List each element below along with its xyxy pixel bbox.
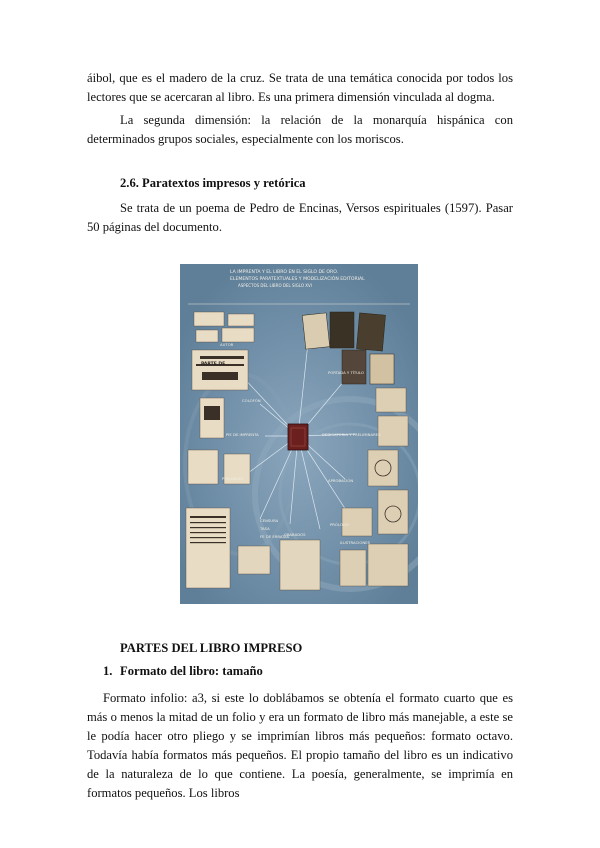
poster-label-tasa: TASA (260, 526, 270, 531)
poster-label-portada: PORTADA Y TÍTULO (328, 370, 364, 375)
paragraph-segunda-dimension: La segunda dimensión: la relación de la monarquía hispánica con determinados grupos sociales, especialmente con los moriscos. (87, 113, 513, 146)
poster-label-erratas: FE DE ERRATAS (260, 534, 290, 539)
parts-heading: PARTES DEL LIBRO IMPRESO (120, 641, 303, 655)
poster-label-colofon: COLOFÓN (242, 398, 261, 403)
poster-parte-label: PARTE DE (201, 362, 226, 367)
poster-title-line-3: ASPECTOS DEL LIBRO DEL SIGLO XVI (238, 283, 312, 288)
item-heading: Formato del libro: tamaño (120, 664, 263, 678)
section-heading: 2.6. Paratextos impresos y retórica (120, 176, 306, 190)
poster-label-censura: CENSURA (260, 518, 279, 523)
poster-label-prologo: PRÓLOGO (330, 522, 349, 527)
paragraph-formato: Formato infolio: a3, si este lo doblábamos se obtenía el formato cuarto que es más o menos la mitad de un folio y era un formato de libro más manejable, a este se le podía hacer otro pliego y se imprimían libros más pequeños: formato octavo. Todavía había formatos más pequeños. El propio tamaño del libro es un indicativo de la naturaleza de lo que contiene. La poesía, generalmente, se imprimía en formatos pequeños. Los libros (87, 691, 513, 800)
poster-label-dedicatoria: DEDICATORIA Y PRELIMINARES (322, 432, 381, 437)
paratext-poster-image (180, 264, 418, 604)
poster-label-privilegio: PRIVILEGIO (222, 476, 244, 481)
poster-label-aprobacion: APROBACIÓN (328, 478, 354, 483)
item-number: 1. (103, 664, 113, 678)
poster-label-ilustraciones: ILUSTRACIONES (340, 540, 370, 545)
poster-label-grabados: GRABADOS (284, 532, 306, 537)
poster-label-autor: AUTOR (220, 342, 234, 347)
paragraph-poema: Se trata de un poema de Pedro de Encinas, Versos espirituales (1597). Pasar 50 páginas del documento. (87, 201, 513, 234)
poster-label-pie: PIE DE IMPRENTA (226, 432, 259, 437)
poster-title-line-1: LA IMPRENTA Y EL LIBRO EN EL SIGLO DE ORO. (230, 270, 339, 275)
paragraph-arbol: áibol, que es el madero de la cruz. Se trata de una temática conocida por todos los lectores que se acercaran al libro. Es una primera dimensión vinculada al dogma. (87, 71, 513, 104)
poster-title-line-2: ELEMENTOS PARATEXTUALES Y MODELIZACIÓN EDITORIAL (230, 277, 365, 282)
poster-graphic (180, 264, 418, 604)
